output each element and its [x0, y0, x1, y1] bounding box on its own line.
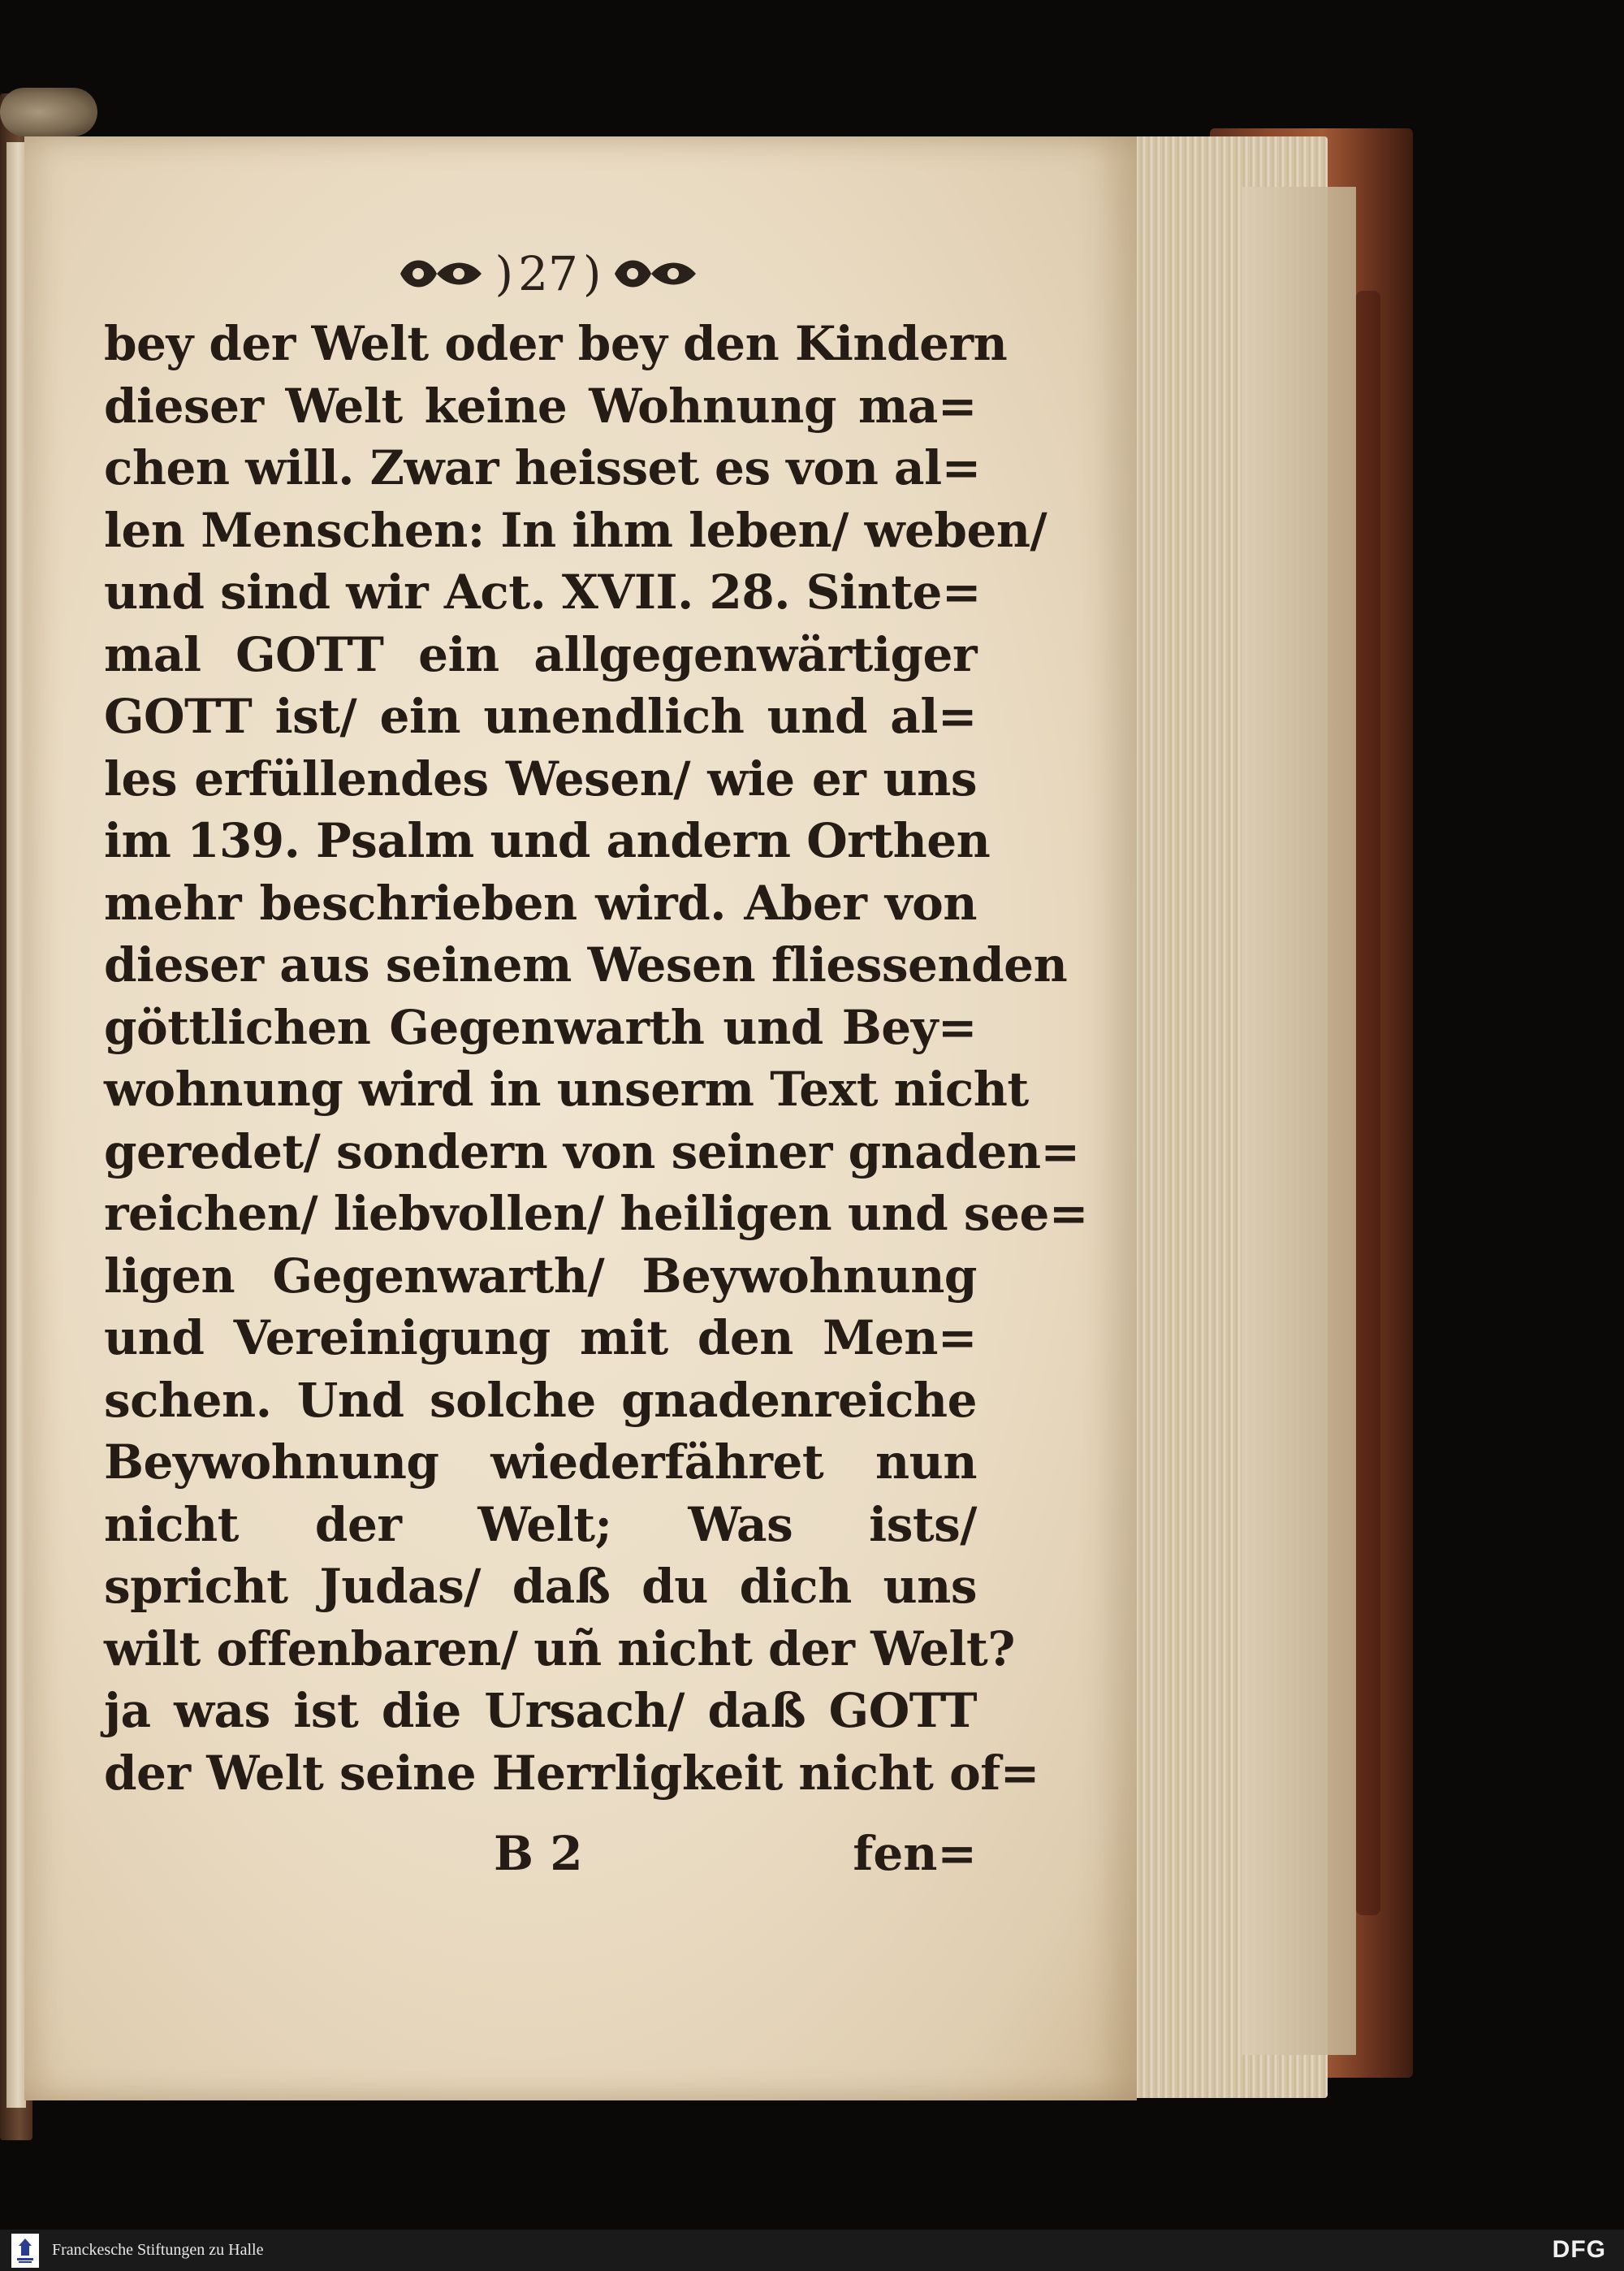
text-line: les erfüllendes Wesen/ wie er uns [104, 751, 977, 807]
header-paren-right: ) [582, 246, 602, 301]
ornament-right-icon [607, 249, 704, 298]
text-line: spricht Judas/ daß du dich uns [104, 1559, 977, 1614]
text-line: geredet/ sondern von seiner gnaden= [104, 1123, 1080, 1179]
text-line: GOTT ist/ ein unendlich und al= [104, 689, 977, 744]
text-line: mehr beschrieben wird. Aber von [104, 875, 977, 931]
text-line: len Menschen: In ihm leben/ weben/ [104, 502, 1047, 558]
text-line: reichen/ liebvollen/ heiligen und see= [104, 1186, 1088, 1241]
text-line: und Vereinigung mit den Men= [104, 1310, 977, 1365]
dfg-logo: DFG [1552, 2236, 1606, 2263]
text-line: nicht der Welt; Was ists/ [104, 1496, 977, 1552]
text-line: bey der Welt oder bey den Kindern [104, 316, 1008, 371]
body-text [104, 313, 1088, 1804]
catchword: fen= [853, 1826, 977, 1881]
page-header [382, 237, 715, 310]
header-paren-left: ) [495, 246, 514, 301]
text-line: dieser aus seinem Wesen fliessenden [104, 937, 1068, 993]
binding-cord [0, 88, 97, 136]
text-line: im 139. Psalm und andern Orthen [104, 813, 991, 868]
page-number: 27 [518, 246, 578, 301]
institution-credit: Franckesche Stiftungen zu Halle [52, 2241, 264, 2259]
text-line: und sind wir Act. XVII. 28. Sinte= [104, 565, 982, 620]
ornament-left-icon [392, 249, 490, 298]
text-line: mal GOTT ein allgegenwärtiger [104, 626, 977, 682]
text-line: ja was ist die Ursach/ daß GOTT [104, 1683, 977, 1738]
page-edge-shade [1242, 187, 1356, 2055]
text-line: göttlichen Gegenwarth und Bey= [104, 999, 977, 1055]
text-line: schen. Und solche gnadenreiche [104, 1372, 977, 1428]
text-line: dieser Welt keine Wohnung ma= [104, 378, 977, 434]
text-line: der Welt seine Herrligkeit nicht of= [104, 1745, 1039, 1801]
text-line: ligen Gegenwarth/ Beywohnung [104, 1248, 977, 1304]
franckesche-logo-icon [11, 2234, 39, 2268]
text-line: Beywohnung wiederfähret nun [104, 1434, 977, 1490]
text-line: wilt offenbaren/ uñ nicht der Welt? [104, 1620, 1015, 1676]
page-footer [104, 1826, 977, 1891]
text-line: chen will. Zwar heisset es von al= [104, 440, 981, 495]
signature-mark: B 2 [494, 1826, 583, 1881]
left-page-edge [6, 142, 26, 2108]
text-line: wohnung wird in unserm Text nicht [104, 1062, 1029, 1117]
credit-bar [0, 2230, 1624, 2271]
